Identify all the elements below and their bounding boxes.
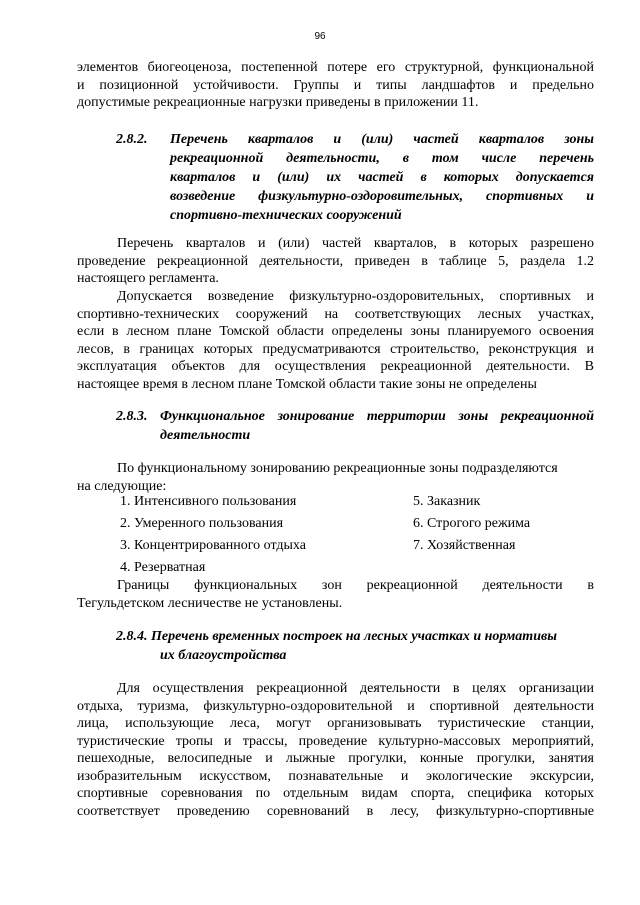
text-line: лесов, в границах которых предусматриваются строительство, реконструкция и	[77, 341, 594, 357]
heading-line: спортивно-технических сооружений	[170, 208, 402, 223]
heading-line: деятельности	[160, 428, 251, 443]
text-line: спортивно-технических сооружений на соответствующих лесных участках,	[77, 306, 594, 322]
list-item	[120, 513, 560, 535]
text-line: настоящее время в лесном плане Томской области такие зоны не определены	[77, 376, 537, 392]
text-line: Границы функциональных зон рекреационной деятельности в	[117, 578, 594, 593]
text-line: Для осуществления рекреационной деятельности в целях организации	[117, 681, 594, 696]
text-line: изобразительным искусством, познавательные и экологические экскурсии,	[77, 768, 594, 784]
heading-line: их благоустройства	[160, 648, 287, 663]
heading-line: возведение физкультурно-оздоровительных, спортивных и	[170, 189, 594, 204]
section-number: 2.8.4.	[116, 629, 148, 644]
text-line: По функциональному зонированию рекреационные зоны подразделяются	[117, 461, 558, 476]
text-line: настоящего регламента.	[77, 271, 219, 286]
heading-line: Перечень кварталов и (или) частей кварталов зоны	[170, 132, 594, 147]
page-number: 96	[314, 31, 326, 42]
text-line: туристические тропы и трассы, проведение культурно-массовых мероприятий,	[77, 733, 594, 749]
zone-item: 1. Интенсивного пользования	[120, 494, 297, 509]
zone-item: 6. Строгого режима	[413, 516, 531, 531]
paragraph-construction	[77, 288, 594, 393]
text-line: отдыха, туризма, физкультурно-оздоровительной и спортивной деятельности	[77, 698, 594, 714]
heading-line: Функциональное зонирование территории зоны рекреационной	[160, 409, 594, 424]
list-item	[120, 557, 560, 579]
text-line: Допускается возведение физкультурно-оздоровительных, спортивных и	[117, 289, 594, 304]
zone-item: 2. Умеренного пользования	[120, 516, 284, 531]
zone-item: 4. Резерватная	[120, 560, 206, 575]
zone-item: 7. Хозяйственная	[413, 538, 516, 553]
paragraph-kvartals	[77, 235, 594, 288]
zone-item: 5. Заказник	[413, 494, 481, 509]
text-line: соответствует проведению соревнований в лесу, физкультурно-спортивные	[77, 803, 594, 819]
heading-line: рекреационной деятельности, в том числе перечень	[170, 151, 594, 166]
text-line: проведение рекреационной деятельности, приведен в таблице 5, раздела 1.2	[77, 253, 594, 269]
text-line: допустимые рекреационные нагрузки приведены в приложении 11.	[77, 95, 479, 110]
text-line: лица, использующие леса, могут организовывать туристические станции,	[77, 716, 594, 731]
section-number: 2.8.2.	[116, 132, 148, 147]
text-line: пешеходные, велосипедные и лыжные прогулки, конные прогулки, занятия	[77, 751, 594, 766]
heading-line: Перечень временных построек на лесных участках и нормативы	[151, 629, 557, 644]
paragraph-recreation-activities	[77, 680, 594, 820]
section-heading-2-8-4	[116, 627, 594, 665]
zones-list	[120, 491, 560, 579]
section-heading-2-8-3	[116, 407, 594, 445]
zone-item: 3. Концентрированного отдыха	[120, 538, 306, 553]
text-line: если в лесном плане Томской области определены зоны планируемого освоения	[77, 324, 594, 339]
paragraph-zone-borders	[77, 577, 594, 612]
list-item	[120, 535, 560, 557]
text-line: Перечень кварталов и (или) частей кварталов, в которых разрешено	[117, 236, 594, 251]
section-number: 2.8.3.	[116, 409, 148, 424]
text-line: и позиционной устойчивости. Группы и типы ландшафтов и предельно	[77, 77, 594, 93]
text-line: элементов биогеоценоза, постепенной потере его структурной, функциональной	[77, 60, 594, 75]
text-line: на следующие:	[77, 478, 167, 494]
intro-paragraph	[77, 59, 594, 112]
paragraph-zoning-intro	[77, 460, 594, 495]
text-line: спортивные соревнования по отдельным видам спорта, специфика которых	[77, 786, 594, 801]
section-heading-2-8-2	[116, 130, 594, 225]
text-line: Тегульдетском лесничестве не установлены.	[77, 595, 343, 611]
zone-item	[413, 557, 560, 579]
list-item	[120, 491, 560, 513]
text-line: эксплуатация объектов для осуществления рекреационной деятельности. В	[77, 359, 594, 374]
heading-line: кварталов и (или) их частей в которых допускается	[170, 170, 594, 185]
